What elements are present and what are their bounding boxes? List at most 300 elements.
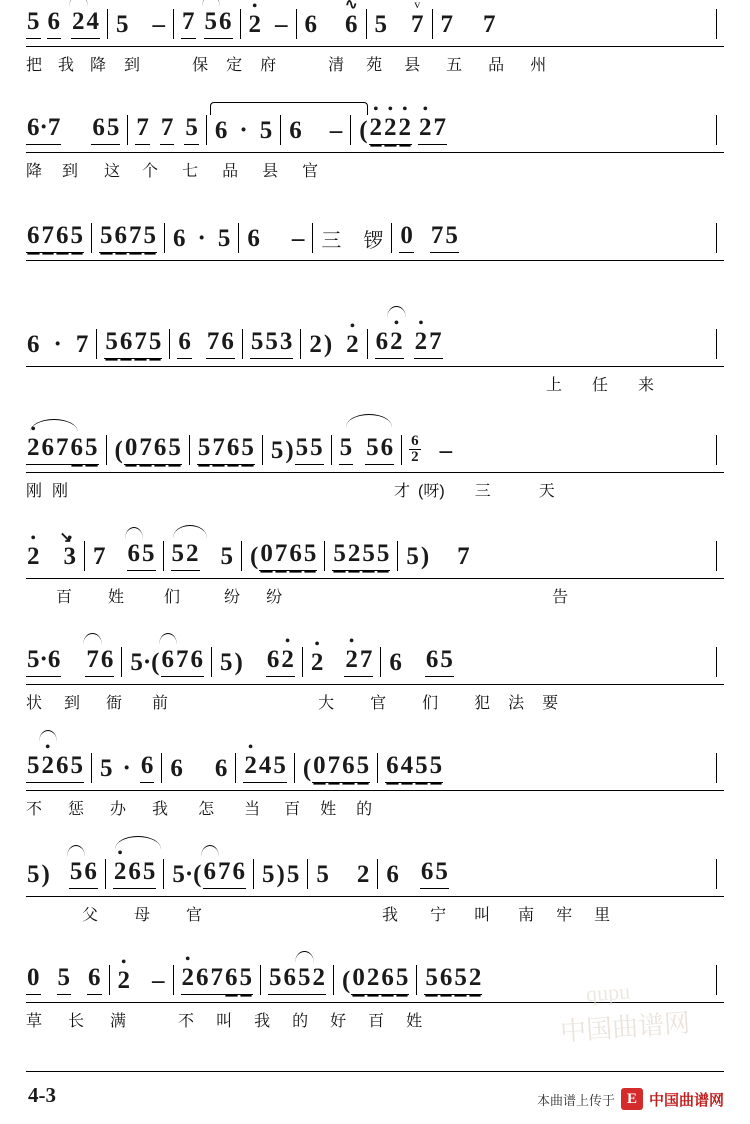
credit-line <box>537 1088 724 1110</box>
paren: ) <box>276 861 285 888</box>
lyric: 州 <box>530 57 547 74</box>
note: 5 <box>143 222 158 253</box>
note: 6 <box>127 540 142 571</box>
note: 6 <box>420 858 435 889</box>
note: • 2 <box>383 114 398 145</box>
lyric: 百 <box>56 589 73 606</box>
note: 5 <box>434 858 449 889</box>
note: 6 <box>288 540 303 571</box>
note: 6 <box>386 861 399 888</box>
note: 6 <box>341 752 356 783</box>
barline <box>401 435 402 465</box>
lyric: 的 <box>292 1013 309 1030</box>
lyric: 牢 <box>556 907 573 924</box>
lyric: 不 <box>178 1013 195 1030</box>
barline <box>716 9 717 39</box>
score-system <box>0 532 750 618</box>
note: • 2 <box>369 114 384 145</box>
note: 6 <box>218 8 233 39</box>
note: • 2 <box>41 752 56 783</box>
lyric: 满 <box>110 1013 127 1030</box>
barline <box>377 753 378 783</box>
note: 2 <box>312 964 327 995</box>
lyric: 任 <box>592 377 609 394</box>
barline <box>105 859 106 889</box>
paren: ) <box>285 437 294 464</box>
paren: ) <box>323 331 333 358</box>
note: 2 <box>366 964 381 995</box>
lyric: 我 <box>152 801 169 818</box>
barline <box>324 541 325 571</box>
barline <box>127 115 128 145</box>
note: 5 <box>26 752 41 783</box>
barline <box>235 753 236 783</box>
lyric: 七 <box>182 163 199 180</box>
lyric: 官 <box>186 907 203 924</box>
barline <box>296 9 297 39</box>
slur <box>159 633 178 645</box>
note: 5 <box>268 964 283 995</box>
note: 2 <box>468 964 483 995</box>
lyric: 们 <box>422 695 439 712</box>
barline <box>238 223 239 253</box>
staff-rule <box>26 152 724 153</box>
lyric: 前 <box>152 695 169 712</box>
note: 6 <box>226 434 241 465</box>
barline <box>302 647 303 677</box>
lyric: 姓 <box>320 801 337 818</box>
staff-rule <box>26 260 724 261</box>
note: 5 <box>406 543 419 570</box>
lyric: 五 <box>446 57 463 74</box>
note: 6 <box>220 328 235 359</box>
slur <box>39 730 58 742</box>
lyric-line <box>26 52 724 75</box>
barline <box>716 329 717 359</box>
note: – <box>291 225 305 252</box>
barline <box>716 541 717 571</box>
note: 6 <box>161 646 176 677</box>
lyric: 品 <box>222 163 239 180</box>
note-line <box>26 0 724 39</box>
note: 5 <box>70 222 85 253</box>
barline <box>189 435 190 465</box>
note: 6 <box>41 434 56 465</box>
note: 2 <box>347 540 362 571</box>
staff-rule <box>26 1002 724 1003</box>
slur <box>346 414 392 427</box>
note: 5 <box>414 752 429 783</box>
paren: ( <box>359 117 368 144</box>
barline <box>169 329 170 359</box>
score-system <box>0 744 750 830</box>
lyric: 到 <box>64 695 81 712</box>
score-system <box>0 850 750 936</box>
note: 5 <box>100 755 113 782</box>
lyric: 怎 <box>198 801 215 818</box>
note: 6 <box>83 858 98 889</box>
note: 5 <box>84 434 99 465</box>
note: 2 <box>309 331 322 358</box>
watermark: 中国曲谱网 <box>559 1008 691 1047</box>
note: 5 <box>106 114 121 145</box>
lyric-line <box>26 158 724 181</box>
slur <box>125 527 144 539</box>
lyric: 叫 <box>474 907 491 924</box>
note: · <box>122 755 131 782</box>
lyric: 南 <box>518 907 535 924</box>
note: • 3 ↘ <box>63 543 78 571</box>
lyric: (呀) <box>418 483 445 500</box>
note: 6 <box>283 964 298 995</box>
score-system <box>0 956 750 1042</box>
lyric: 百 <box>368 1013 385 1030</box>
site-logo-icon: E <box>621 1088 643 1110</box>
note: 4 <box>400 752 415 783</box>
note: 5 <box>239 964 254 995</box>
score-system <box>0 106 750 192</box>
lyric: 降 <box>26 163 43 180</box>
note: 7 v <box>410 11 425 39</box>
lyric: 法 <box>508 695 525 712</box>
note: 6 <box>170 755 183 782</box>
note: 6 <box>425 646 440 677</box>
lyric-line <box>26 690 724 713</box>
note-line <box>26 222 724 253</box>
note: 5 <box>197 434 212 465</box>
note: 7 <box>181 8 196 39</box>
barline <box>716 435 717 465</box>
note: 5 <box>272 752 287 783</box>
note: 0 <box>312 752 327 783</box>
note: – <box>152 11 165 38</box>
note: • 2 <box>418 114 433 145</box>
barline <box>173 965 174 995</box>
note: 5 <box>365 434 380 465</box>
lyric: 办 <box>110 801 127 818</box>
barline <box>91 223 92 253</box>
barline <box>716 115 717 145</box>
note: 2 <box>356 861 370 888</box>
note: 7 <box>41 222 56 253</box>
lyric: 我 <box>382 907 399 924</box>
lyric: 来 <box>638 377 655 394</box>
note: – <box>152 967 165 994</box>
lyric: 府 <box>260 57 277 74</box>
lyric: 个 <box>142 163 159 180</box>
note: • 2 <box>26 543 41 571</box>
lyric: 叫 <box>216 1013 233 1030</box>
note: · <box>239 117 248 144</box>
lyric: 把 <box>26 57 43 74</box>
barline <box>262 435 263 465</box>
barline <box>312 223 313 253</box>
note: 6 <box>26 222 41 253</box>
note: 6 <box>70 434 85 465</box>
note: 5 <box>264 328 279 359</box>
note: 7 <box>75 331 89 358</box>
note: 7 <box>211 434 226 465</box>
lyric-line <box>26 584 724 607</box>
lyric: 好 <box>330 1013 347 1030</box>
lyric: 官 <box>370 695 387 712</box>
note: 5 <box>439 646 454 677</box>
note: 5 <box>332 540 347 571</box>
note: 3 <box>279 328 294 359</box>
lyric: 惩 <box>68 801 85 818</box>
barline <box>307 859 308 889</box>
slur <box>387 306 406 318</box>
slur <box>69 0 88 7</box>
note: 6 <box>55 752 70 783</box>
note-line <box>26 328 724 359</box>
barline <box>253 859 254 889</box>
lyric-line <box>26 796 724 819</box>
note: 5 <box>339 434 354 465</box>
note: 6 <box>266 646 281 677</box>
barline <box>240 9 241 39</box>
note-line <box>26 114 724 145</box>
note: 5 <box>270 437 284 464</box>
score-system <box>0 638 750 724</box>
note: 7 <box>430 222 445 253</box>
note: 6 <box>389 649 402 676</box>
note-line <box>26 964 724 995</box>
note: 6 <box>190 646 205 677</box>
lyric: 到 <box>124 57 141 74</box>
percussion-text: 锣 <box>363 230 384 252</box>
note: 7 <box>274 540 289 571</box>
staff-rule <box>26 46 724 47</box>
barline <box>380 647 381 677</box>
barline <box>260 965 261 995</box>
lyric: 犯 <box>474 695 491 712</box>
note: 5 <box>374 11 387 38</box>
note: 6 <box>385 752 400 783</box>
note: 5 <box>220 543 233 570</box>
lyric: 告 <box>552 589 569 606</box>
note: – <box>329 117 343 144</box>
barline <box>109 965 110 995</box>
glissando-icon: ↘ <box>59 530 73 546</box>
note: 0 <box>259 540 274 571</box>
note: 5 <box>297 964 312 995</box>
paren: ( <box>342 967 351 994</box>
barline <box>280 115 281 145</box>
note: 5 <box>259 117 273 144</box>
note: 5 <box>142 858 157 889</box>
paren: ( <box>250 543 259 570</box>
fraction-top: 6 <box>411 433 419 449</box>
note: 6 <box>91 114 106 145</box>
note: 5 <box>356 752 371 783</box>
note: · <box>53 331 62 358</box>
lyric: 官 <box>302 163 319 180</box>
note: 5 <box>184 114 199 145</box>
note: • 2 <box>243 752 258 783</box>
credit-text: 本曲谱上传于 <box>536 1092 615 1108</box>
barline <box>294 753 295 783</box>
lyric: 当 <box>244 801 261 818</box>
note: 5 <box>309 434 324 465</box>
percussion-text: 三 <box>321 230 342 252</box>
site-name-link[interactable]: 中国曲谱网 <box>648 1092 724 1109</box>
note: 4 <box>258 752 273 783</box>
note: 5·( <box>130 649 160 676</box>
note: 7 <box>55 434 70 465</box>
note: 5 <box>395 964 410 995</box>
lyric: 大 <box>318 695 335 712</box>
note: 7 <box>93 543 106 570</box>
slur <box>67 845 86 857</box>
note: 5 <box>171 540 186 571</box>
note: 5 <box>286 861 300 888</box>
barline <box>242 329 243 359</box>
lyric: 母 <box>134 907 151 924</box>
note: 7 <box>327 752 342 783</box>
note: 6 <box>232 858 247 889</box>
note: 7 <box>175 646 190 677</box>
lyric: 纷 <box>266 589 283 606</box>
lyric: 父 <box>82 907 99 924</box>
slur <box>83 633 102 645</box>
score-system <box>0 0 750 86</box>
staff-rule <box>26 896 724 897</box>
note: 6 <box>127 858 142 889</box>
lyric: 的 <box>356 801 373 818</box>
paren: ) <box>41 861 50 888</box>
lyric: 县 <box>262 163 279 180</box>
staff-rule <box>26 366 724 367</box>
note: • 2 <box>117 967 132 995</box>
note: 6 <box>380 434 395 465</box>
note: 6 <box>114 222 129 253</box>
note: 6·7 <box>26 114 61 145</box>
note: 5 <box>116 11 129 38</box>
note-line <box>26 530 724 571</box>
note: 6 <box>214 755 228 782</box>
note: 7 <box>217 858 232 889</box>
note: • 2 <box>26 434 41 465</box>
barline <box>206 115 207 145</box>
note: 5 <box>57 964 72 995</box>
note: 7 <box>440 11 453 38</box>
note: 5 <box>104 328 119 359</box>
slur <box>201 845 220 857</box>
barline <box>300 329 301 359</box>
note-line <box>26 646 724 677</box>
score-system <box>0 320 750 406</box>
lyric: 纷 <box>224 589 241 606</box>
lyric: 状 <box>26 695 43 712</box>
barline <box>107 9 108 39</box>
staff-rule <box>26 578 724 579</box>
note: 7 <box>206 328 221 359</box>
lyric: 保 <box>192 57 209 74</box>
note: 7 <box>457 543 470 570</box>
note: 6 <box>214 117 229 145</box>
note: 5 <box>27 861 40 888</box>
note: 5 <box>295 434 310 465</box>
note: 0 <box>26 964 41 995</box>
note: 7 <box>483 11 496 38</box>
barline <box>164 223 165 253</box>
note: 2 <box>185 540 200 571</box>
note: 5 <box>148 328 163 359</box>
note: 5 <box>376 540 391 571</box>
barline <box>241 541 242 571</box>
lyric: 上 <box>546 377 563 394</box>
note: 5 <box>204 8 219 39</box>
lyric: 定 <box>226 57 243 74</box>
note: 6 <box>289 117 302 144</box>
barline <box>350 115 351 145</box>
note: 7 <box>85 646 100 677</box>
trill-icon: ∿ <box>344 0 358 13</box>
page-number: 4-3 <box>28 1083 56 1107</box>
note: 4 <box>86 8 101 39</box>
note: • 2 <box>280 646 295 677</box>
note: 7 <box>359 646 374 677</box>
lyric: 姓 <box>108 589 125 606</box>
note: 7 <box>433 114 448 145</box>
note: 6 <box>27 331 40 358</box>
barline <box>716 647 717 677</box>
barline <box>716 859 717 889</box>
paren: ) <box>234 649 243 676</box>
lyric: 降 <box>90 57 107 74</box>
note: • 2 <box>389 328 404 359</box>
staff-rule <box>26 684 724 685</box>
barline <box>716 753 717 783</box>
note: 6 <box>375 328 390 359</box>
barline <box>377 859 378 889</box>
lyric: 衙 <box>106 695 123 712</box>
barline <box>331 435 332 465</box>
note: 6 <box>439 964 454 995</box>
note: 7 <box>138 434 153 465</box>
note: 0 <box>351 964 366 995</box>
note: 5 <box>250 328 265 359</box>
barline <box>391 223 392 253</box>
staff-rule <box>26 790 724 791</box>
barline <box>161 753 162 783</box>
lyric: 们 <box>164 589 181 606</box>
barline <box>121 647 122 677</box>
paren: ( <box>302 755 312 782</box>
note: 6 <box>47 8 62 39</box>
lyric: 苑 <box>366 57 383 74</box>
paren: ) <box>420 543 430 570</box>
fraction-bottom: 2 <box>411 449 419 465</box>
lyric: 要 <box>542 695 559 712</box>
lyric: 刚 <box>26 483 43 500</box>
note: 6 ∿ <box>344 11 359 39</box>
note: 5 <box>361 540 376 571</box>
staff-rule <box>26 472 724 473</box>
note-line <box>26 752 724 783</box>
note: • 2 <box>398 114 413 145</box>
note: 7 <box>210 964 225 995</box>
note: 7 <box>133 328 148 359</box>
barline <box>96 329 97 359</box>
note: 5 <box>69 858 84 889</box>
note: 5 <box>220 649 233 676</box>
note: 5 <box>424 964 439 995</box>
note: • 2 <box>113 858 128 889</box>
lyric: 不 <box>26 801 43 818</box>
lyric: 草 <box>26 1013 43 1030</box>
